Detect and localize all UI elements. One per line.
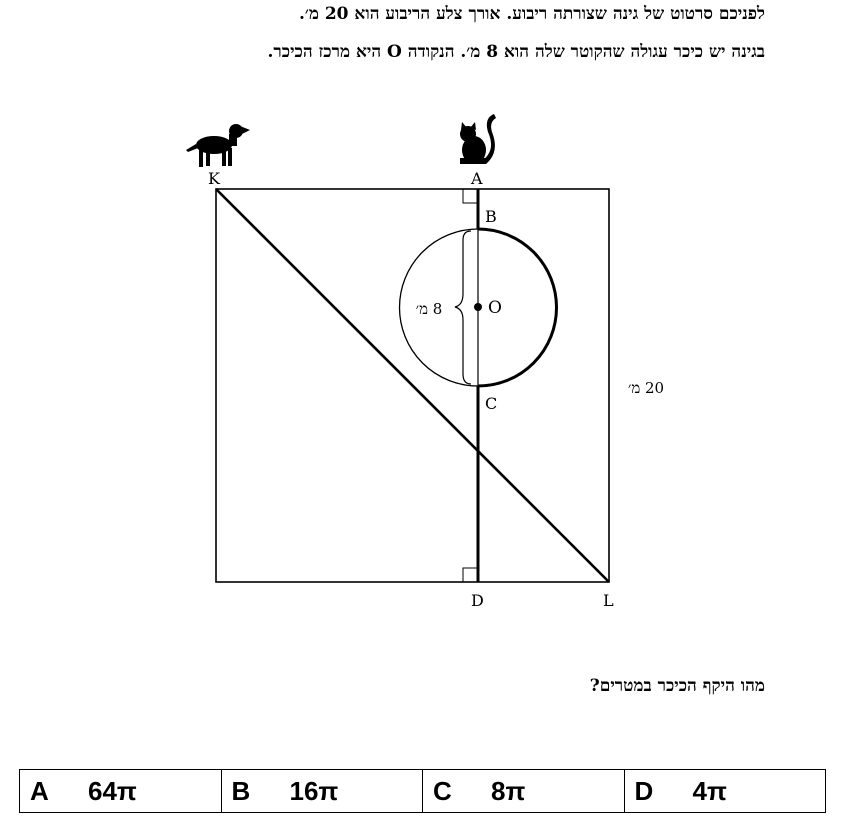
label-diameter: 8 מ׳ [415,300,443,318]
label-d: D [471,591,484,610]
answer-letter: B [231,775,251,806]
answer-letter: A [30,775,49,806]
answer-value: 64π [88,775,137,806]
question-text: מהו היקף הכיכר במטרים? [589,676,765,696]
label-c: C [485,394,498,413]
answer-letter: D [634,775,654,806]
answer-value: 8π [491,775,526,806]
right-angle-bottom [463,568,477,582]
answer-value: 4π [692,775,727,806]
label-o: O [488,298,502,318]
label-k: K [208,169,220,188]
answer-value: 16π [289,775,339,806]
label-side-length: 20 מ׳ [627,379,665,397]
label-l: L [603,591,614,610]
answer-option-c[interactable] [423,770,625,813]
right-angle-top [463,189,477,203]
diameter-brace [455,231,471,384]
problem-line-1: לפניכם סרטוט של גינה שצורתה ריבוע. אורך צלע הריבוע הוא 20 מ׳. [299,4,765,24]
dog-icon [186,124,250,167]
answer-options [19,769,826,813]
label-a: A [471,169,483,188]
cat-icon [460,114,496,164]
label-b: B [485,207,497,226]
center-point-o [474,303,482,311]
answer-option-d[interactable] [624,770,826,813]
answer-letter: C [433,775,452,806]
answer-option-a[interactable] [20,770,222,813]
problem-line-2: בגינה יש כיכר עגולה שהקוטר שלה הוא 8 מ׳. הנקודה O היא מרכז הכיכר. [267,42,765,62]
answer-option-b[interactable] [221,770,423,813]
diagonal-kl [216,189,609,582]
